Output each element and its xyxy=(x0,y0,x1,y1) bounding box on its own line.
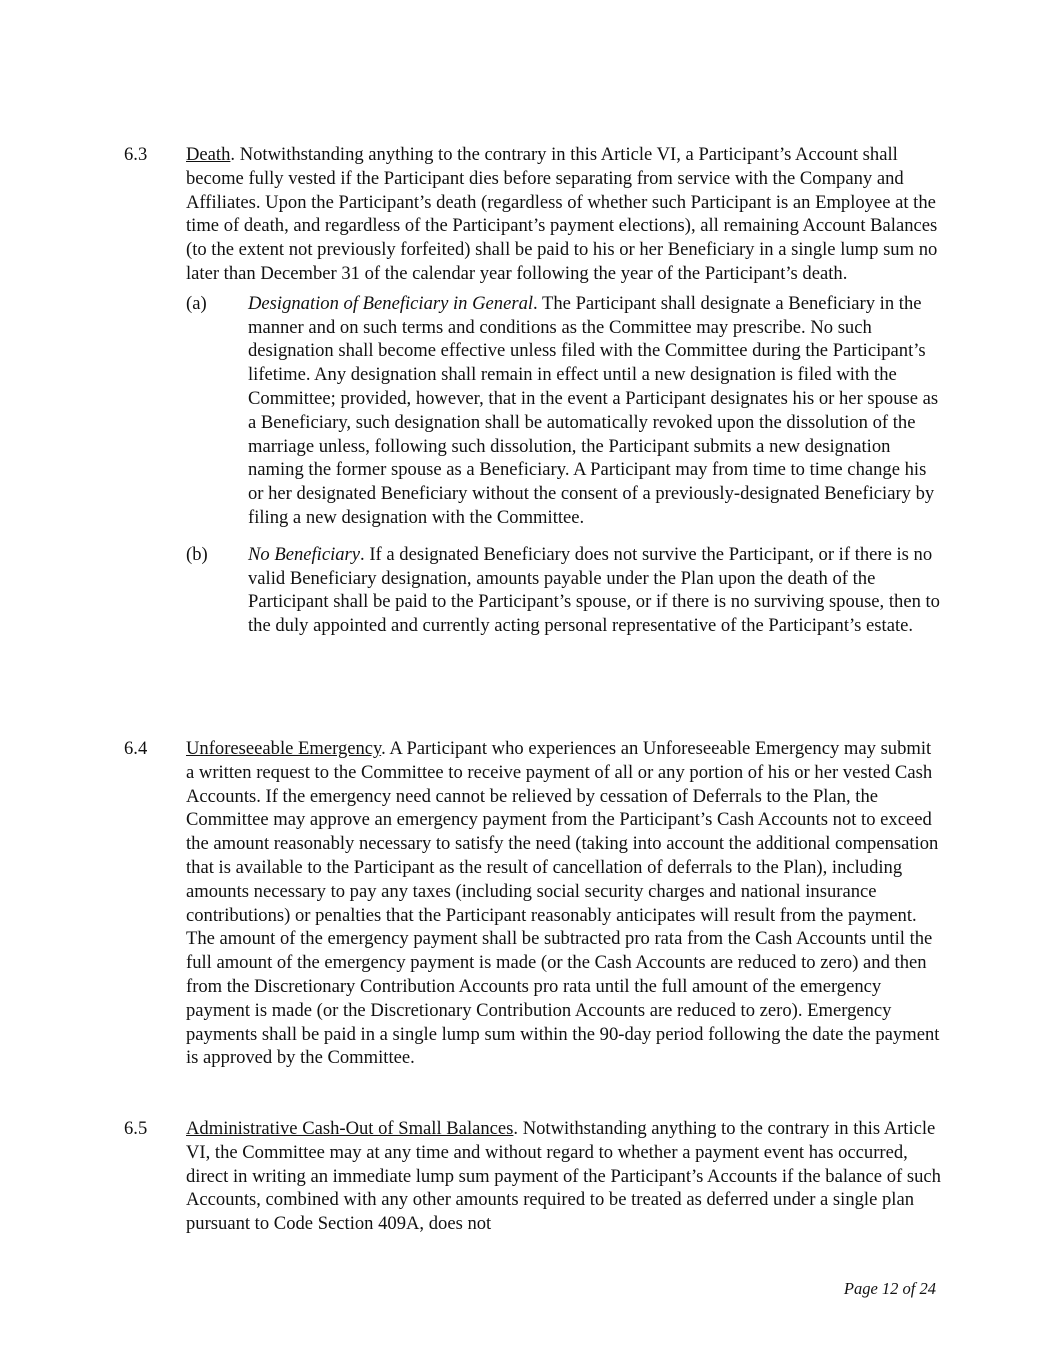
section-heading: Unforeseeable Emergency xyxy=(186,738,382,759)
section-body xyxy=(186,1117,944,1236)
subsection-body xyxy=(248,292,944,530)
section-heading: Administrative Cash-Out of Small Balances xyxy=(186,1118,514,1139)
page-number: Page 12 of 24 xyxy=(843,1279,936,1298)
section-number: 6.3 xyxy=(124,144,148,165)
subsection-label: (b) xyxy=(186,543,208,565)
subsection-a xyxy=(186,292,944,530)
section-body xyxy=(186,143,944,286)
section-6-4 xyxy=(124,737,944,1070)
subsection-heading: Designation of Beneficiary in General xyxy=(248,292,534,314)
subsection-text: . If a designated Beneficiary does not survive the Participant, or if there is no valid Beneficiary designation, amounts payable under the Plan upon the death of the Participant shall be paid to the Participant’s spouse, or if there is no surviving spouse, then to the duly appointed and currently acting personal representative of the Participant’s estate. xyxy=(248,543,940,637)
subsection-body xyxy=(248,543,944,638)
section-text: . A Participant who experiences an Unforeseeable Emergency may submit a written request to the Committee to receive payment of all or any portion of his or her vested Cash Accounts. If the emergency need cannot be relieved by cessation of Deferrals to the Plan, the Committee may approve an emergency payment from the Participant’s Cash Accounts not to exceed the amount reasonably necessary to satisfy the need (taking into account the additional compensation that is available to the Participant as the result of cancellation of deferrals to the Plan), including amounts necessary to pay any taxes (including social security charges and national insurance contributions) or penalties that the Participant reasonably anticipates will result from the payment. The amount of the emergency payment shall be subtracted pro rata from the Cash Accounts until the full amount of the emergency payment is made (or the Cash Accounts are reduced to zero) and then from the Discretionary Contribution Accounts pro rata until the full amount of the emergency payment is made (or the Discretionary Contribution Accounts are reduced to zero). Emergency payments shall be paid in a single lump sum within the 90-day period following the date the payment is approved by the Committee. xyxy=(186,738,940,1069)
subsection-text: . The Participant shall designate a Beneficiary in the manner and on such terms and conditions as the Committee may prescribe. No such designation shall become effective unless filed with the Committee during the Participant’s lifetime. Any designation shall remain in effect until a new designation is filed with the Committee; provided, however, that in the event a Participant designates his or her spouse as a Beneficiary, such designation shall be automatically revoked upon the dissolution of the marriage unless, following such dissolution, the Participant submits a new designation naming the former spouse as a Beneficiary. A Participant may from time to time change his or her designated Beneficiary without the consent of a previously-designated Beneficiary by filing a new designation with the Committee. xyxy=(248,292,939,528)
section-text: . Notwithstanding anything to the contrary in this Article VI, a Participant’s Account shall become fully vested if the Participant dies before separating from service with the Company and Affiliates. Upon the Participant’s death (regardless of whether such Participant is an Employee at the time of death, and regardless of the Participant’s payment elections), all remaining Account Balances (to the extent not previously forfeited) shall be paid to his or her Beneficiary in a single lump sum no later than December 31 of the calendar year following the year of the Participant’s death. xyxy=(186,144,938,284)
subsection-heading: No Beneficiary xyxy=(248,543,361,565)
section-number: 6.5 xyxy=(124,1118,148,1139)
section-heading: Death xyxy=(186,144,231,165)
section-text: . Notwithstanding anything to the contrary in this Article VI, the Committee may at any time and without regard to whether a payment event has occurred, direct in writing an immediate lump sum payment of the Participant’s Accounts if the balance of such Accounts, combined with any other amounts required to be treated as deferred under a single plan pursuant to Code Section 409A, does not xyxy=(186,1118,941,1235)
subsection-label: (a) xyxy=(186,292,207,314)
section-number: 6.4 xyxy=(124,738,148,759)
section-6-5 xyxy=(124,1117,944,1236)
subsection-b xyxy=(186,543,944,638)
section-body xyxy=(186,737,944,1070)
section-6-3 xyxy=(124,143,944,638)
